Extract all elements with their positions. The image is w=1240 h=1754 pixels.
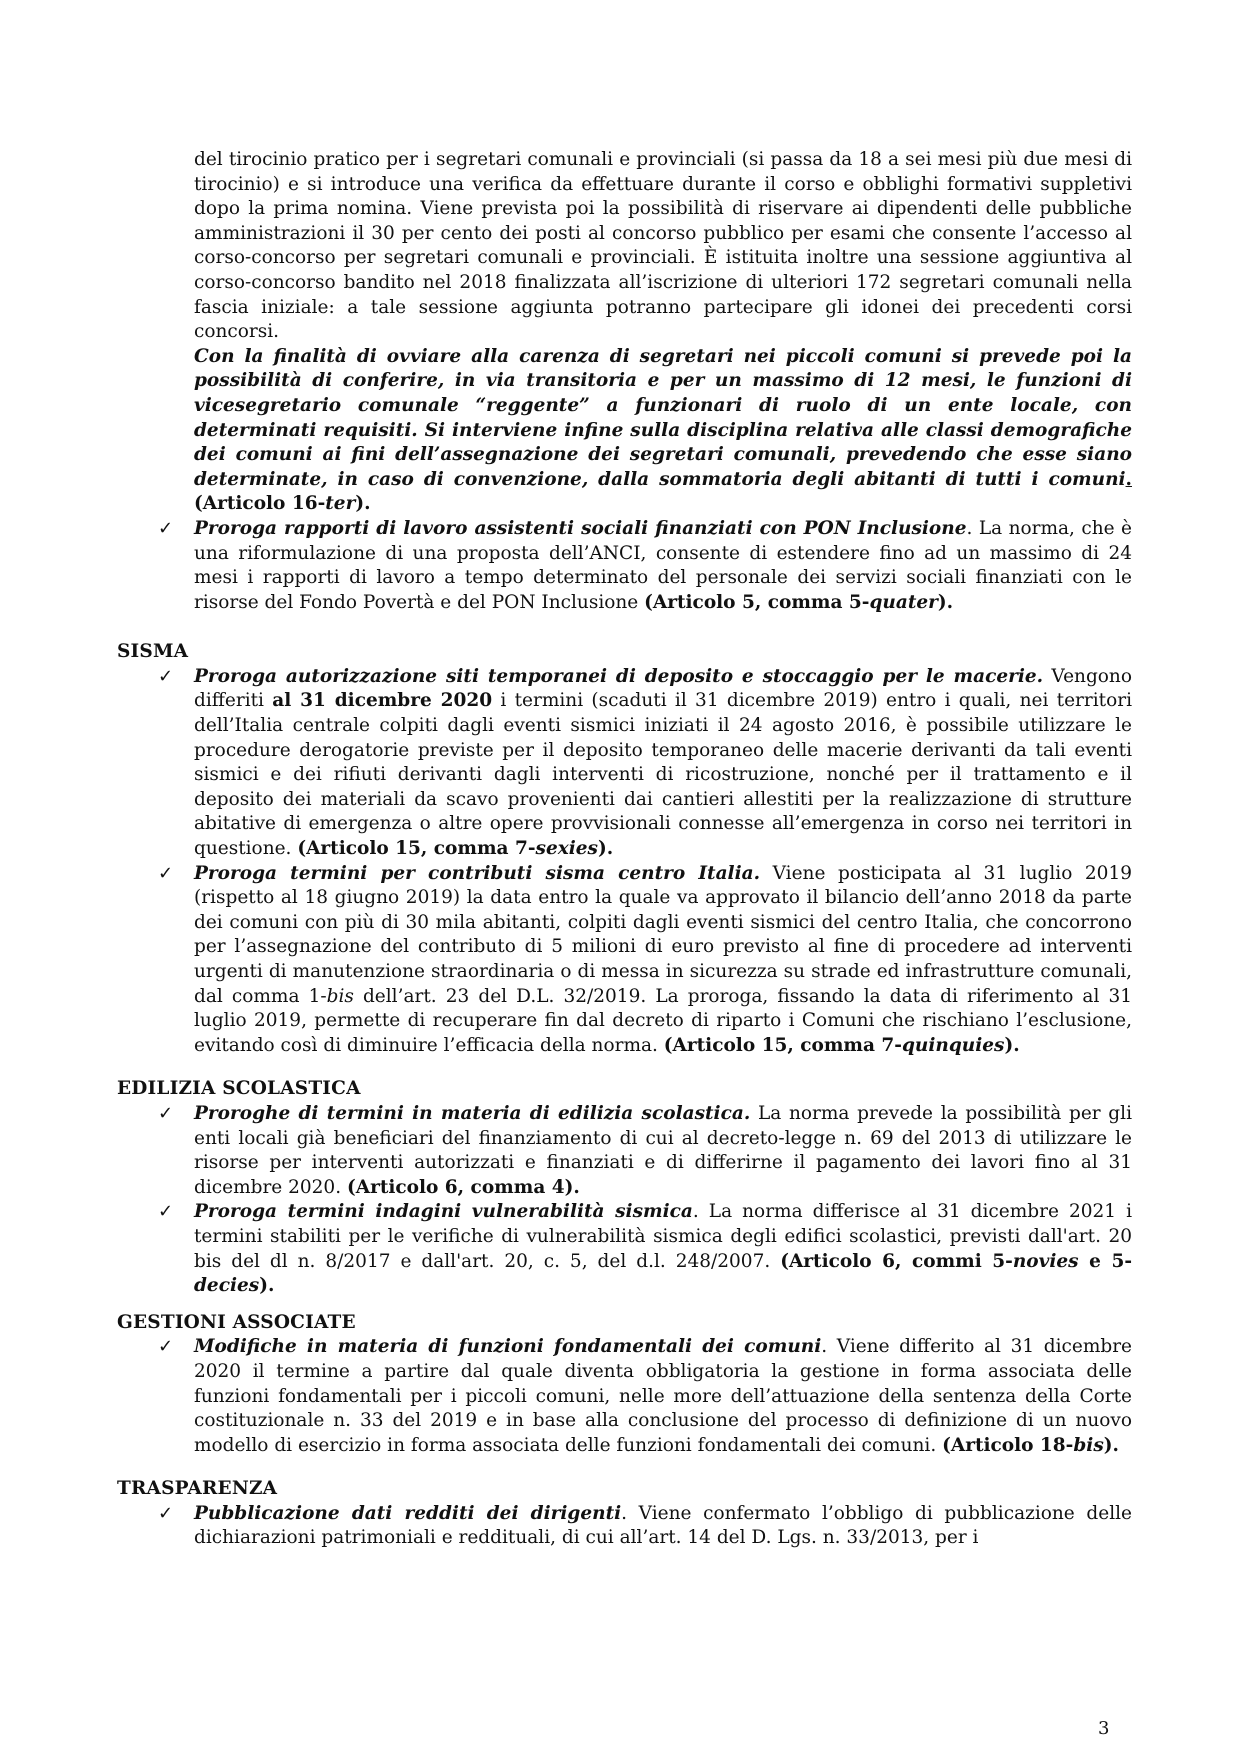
checkmark-icon: ✓ [158, 665, 174, 687]
item-text-cont: dell’art. 23 del D.L. 32/2019. La proroga, fissando la data di riferimento al 31 luglio 2019, permette di recuperare fin dal decreto di riparto i Comuni che rischiano l’esclusione, evitando così di diminuire l’efficacia della norma. [194, 985, 1132, 1056]
item-text: La norma prevede la possibilità per gli enti locali già beneficiari del finanziamento di cui al decreto-legge n. 69 del 2013 di utilizzare le risorse per interventi autorizzati e finanziati e di differirne il pagamento dei lavori fino al 31 dicembre 2020. [194, 1102, 1132, 1198]
list-item-sisma-2 [158, 862, 1132, 1059]
article-ref: (Articolo 6, commi 5- [780, 1250, 1013, 1272]
article-ref-suffix: sexies [535, 838, 598, 860]
checkmark-icon: ✓ [158, 862, 174, 884]
item-title: Modifiche in materia di funzioni fondamentali dei comuni [194, 1336, 822, 1358]
section-heading-sisma: SISMA [117, 641, 189, 663]
section-heading-gestioni: GESTIONI ASSOCIATE [117, 1311, 356, 1333]
item-title: Proroga rapporti di lavoro assistenti sociali finanziati con PON Inclusione [194, 517, 967, 539]
list-item-edilizia-1 [158, 1102, 1132, 1200]
article-ref-mid: e 5- [1078, 1250, 1132, 1272]
item-text: Viene posticipata al 31 luglio 2019 (rispetto al 18 giugno 2019) la data entro la quale va approvato il bilancio dell’anno 2018 da parte dei comuni con più di 30 mila abitanti, colpiti dagli eventi sismici del centro Italia, che concorrono per l’assegnazione del contributo di 5 milioni di euro previsto al fine di procedere ad interventi urgenti di manutenzione straordinaria o di messa in sicurezza su strade ed infrastrutture comunali, dal comma 1- [194, 862, 1132, 1007]
article-ref: (Articolo 6, comma 4). [346, 1176, 580, 1198]
intro-underlined-dot: . [1125, 468, 1132, 490]
article-ref-end: ). [597, 838, 614, 860]
article-ref-end: ). [355, 493, 371, 515]
checkmark-icon: ✓ [158, 1102, 174, 1124]
article-ref-end: ). [1004, 1034, 1020, 1056]
page-number: 3 [1098, 1718, 1110, 1739]
item-text: . Viene differito al 31 dicembre 2020 il termine a partire dal quale diventa obbligatoria la gestione in forma associata delle funzioni fondamentali per i piccoli comuni, nelle more dell’attuazione della sentenza della Corte costituzionale n. 33 del 2019 e in base alla conclusione del processo di definizione di un nuovo modello di esercizio in forma associata delle funzioni fondamentali dei comuni. [194, 1336, 1132, 1456]
item-text: Vengono differiti [194, 665, 1132, 712]
checkmark-icon: ✓ [158, 1336, 174, 1358]
article-ref-suffix-2: decies [194, 1275, 260, 1297]
article-ref-end: ). [937, 591, 954, 613]
checkmark-icon: ✓ [158, 517, 174, 539]
item-text-cont: i termini (scaduti il 31 dicembre 2019) entro i quali, nei territori dell’Italia centrale colpiti dagli eventi sismici iniziati il 24 agosto 2016, è possibile utilizzare le procedure derogatorie previste per il deposito temporaneo delle macerie derivanti da tali eventi sismici e dei rifiuti derivanti dagli interventi di ricostruzione, nonché per il trattamento e il deposito dei materiali da scavo provenienti dai cantieri allestiti per la realizzazione di strutture abitative di emergenza o altre opere provvisionali connesse all’emergenza in corso nei territori in questione. [194, 690, 1132, 860]
article-ref: (Articolo 15, comma 7- [663, 1034, 902, 1056]
list-item-gestioni-1 [158, 1335, 1132, 1458]
item-date: al 31 dicembre 2020 [272, 690, 493, 712]
item-text: . Viene confermato l’obbligo di pubblicazione delle dichiarazioni patrimoniali e reddituali, di cui all’art. 14 del D. Lgs. n. 33/2013, per i [194, 1502, 1132, 1549]
article-ref: (Articolo 18- [942, 1434, 1074, 1456]
item-title: Proroga autorizzazione siti temporanei di deposito e stoccaggio per le macerie. [194, 665, 1044, 687]
page-content [117, 148, 1132, 1551]
article-ref-suffix: quater [869, 591, 938, 613]
article-ref: (Articolo 15, comma 7- [297, 838, 536, 860]
article-ref-end: ). [259, 1275, 275, 1297]
article-ref: (Articolo 5, comma 5- [644, 591, 870, 613]
list-item-trasparenza-1 [158, 1502, 1132, 1551]
list-item-pon [158, 517, 1132, 615]
article-ref-end: ). [1103, 1434, 1119, 1456]
article-ref-suffix: ter [325, 493, 356, 515]
intro-bold-text: Con la finalità di ovviare alla carenza di segretari nei piccoli comuni si prevede poi la possibilità di conferire, in via transitoria e per un massimo di 12 mesi, le funzioni di vicesegretario comunale “reggente” a funzionari di ruolo di un ente locale, con determinati requisiti. Si interviene infine sulla disciplina relativa alle classi demografiche dei comuni ai fini dell’assegnazione dei segretari comunali, prevedendo che esse siano determinate, in caso di convenzione, dalla sommatoria degli abitanti di tutti i comuni [194, 345, 1132, 490]
checkmark-icon: ✓ [158, 1201, 174, 1223]
checkmark-icon: ✓ [158, 1502, 174, 1524]
intro-text: del tirocinio pratico per i segretari comunali e provinciali (si passa da 18 a sei mesi più due mesi di tirocinio) e si introduce una verifica da effettuare durante il corso e obblighi formativi suppletivi dopo la prima nomina. Viene prevista poi la possibilità di riservare ai dipendenti delle pubbliche amministrazioni il 30 per cento dei posti al concorso pubblico per esami che consente l’accesso al corso-concorso per segretari comunali e provinciali. È istituita inoltre una sessione aggiuntiva al corso-concorso bandito nel 2018 finalizzata all’iscrizione di ulteriori 172 segretari comunali nella fascia iniziale: a tale sessione aggiunta potranno partecipare gli idonei dei precedenti corsi concorsi. [194, 149, 1132, 343]
list-item-edilizia-2 [158, 1200, 1133, 1298]
item-title: Proroga termini indagini vulnerabilità sismica [194, 1201, 693, 1223]
section-heading-edilizia: EDILIZIA SCOLASTICA [117, 1078, 361, 1100]
article-ref: (Articolo 16- [194, 493, 326, 515]
item-title: Proroga termini per contributi sisma centro Italia. [194, 862, 761, 884]
item-text: . La norma, che è una riformulazione di una proposta dell’ANCI, consente di estendere fino ad un massimo di 24 mesi i rapporti di lavoro a tempo determinato del personale dei servizi sociali finanziati con le risorse del Fondo Povertà e del PON Inclusione [194, 517, 1132, 613]
list-item-sisma-1 [158, 665, 1132, 862]
intro-bold-paragraph [194, 345, 1132, 517]
item-title: Pubblicazione dati redditi dei dirigenti [194, 1502, 622, 1524]
article-ref-suffix: bis [1073, 1434, 1104, 1456]
item-title: Proroghe di termini in materia di edilizia scolastica. [194, 1102, 751, 1124]
article-ref-suffix: novies [1012, 1250, 1079, 1272]
article-ref-suffix: quinquies [901, 1034, 1005, 1056]
section-heading-trasparenza: TRASPARENZA [117, 1478, 278, 1500]
item-text: . La norma differisce al 31 dicembre 2021 i termini stabiliti per le verifiche di vulnerabilità sismica degli edifici scolastici, previsti dall'art. 20 bis del dl n. 8/2017 e dall'art. 20, c. 5, del d.l. 248/2007. [194, 1201, 1133, 1272]
intro-paragraph [194, 148, 1132, 345]
item-italic: bis [326, 985, 354, 1007]
